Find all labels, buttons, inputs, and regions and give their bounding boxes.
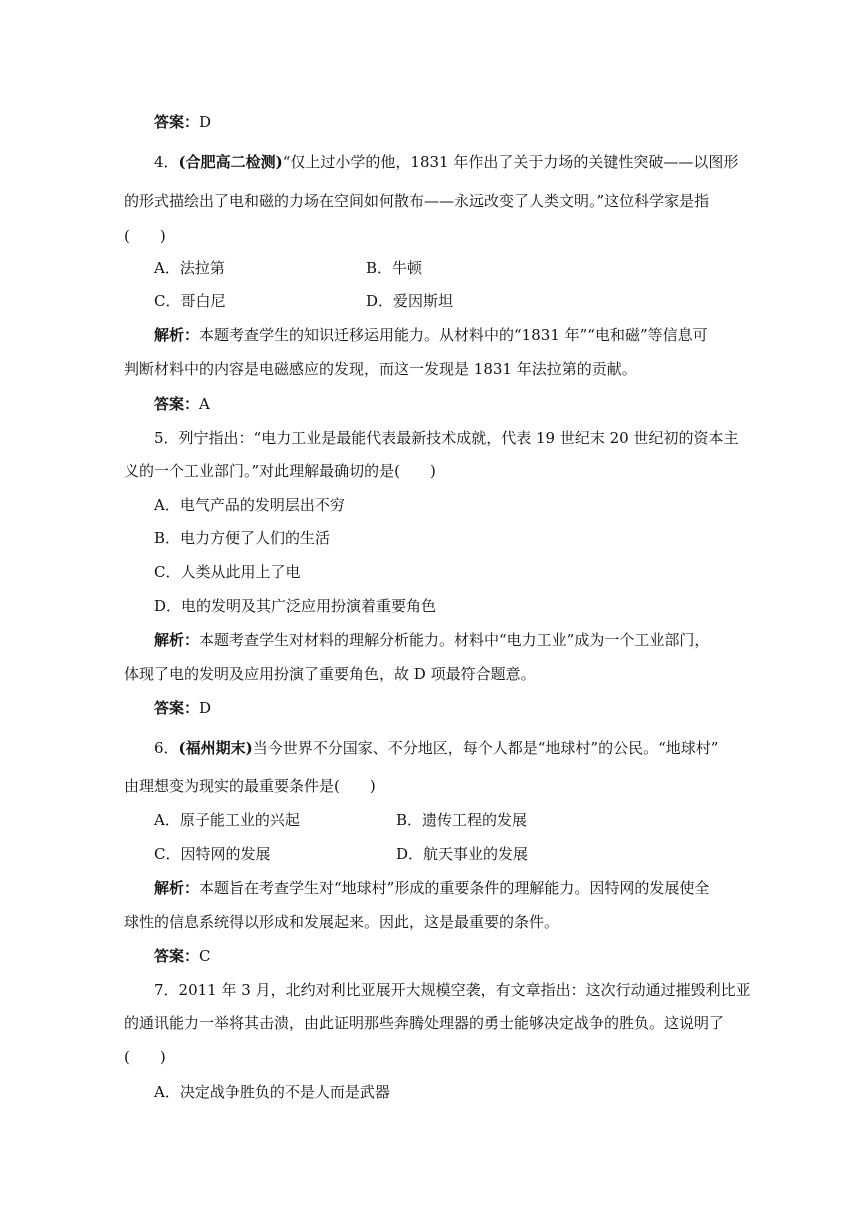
q6-answer: [154, 946, 211, 966]
question-text: “仅上过小学的他，1831 年作出了关于力场的关键性突破——以图形: [282, 153, 739, 171]
q6-option-d: D．航天事业的发展: [396, 845, 529, 863]
q5-stem-line1: 5．列宁指出：“电力工业是最能代表最新技术成就，代表 19 世纪末 20 世纪初的资本主: [154, 429, 739, 447]
q5-option-b: B．电力方便了人们的生活: [154, 529, 331, 547]
answer-label: 答案：: [154, 113, 200, 131]
q7-stem-line2: 的通讯能力一举将其击溃，由此证明那些奔腾处理器的勇士能够决定战争的胜负。这说明了: [124, 1014, 725, 1032]
answer-label: 答案：: [154, 699, 200, 717]
analysis-text: 本题考查学生的知识迁移运用能力。从材料中的“1831 年”“电和磁”等信息可: [199, 326, 708, 344]
analysis-label: 解析：: [154, 631, 200, 649]
q6-option-b: B．遗传工程的发展: [396, 811, 528, 829]
q4-answer-bracket: ( ): [124, 227, 166, 245]
answer-value: A: [199, 395, 210, 413]
q6-analysis-line2: 球性的信息系统得以形成和发展起来。因此，这是最重要的条件。: [124, 913, 560, 931]
q6-stem-line1: [154, 738, 718, 758]
analysis-label: 解析：: [154, 326, 200, 344]
q6-stem-line2: 由理想变为现实的最重要条件是( ): [124, 777, 376, 795]
answer-label: 答案：: [154, 947, 200, 965]
q4-option-d: D．爱因斯坦: [366, 292, 454, 310]
q5-option-a: A．电气产品的发明层出不穷: [154, 496, 345, 514]
q4-option-b: B．牛顿: [366, 259, 423, 277]
q5-analysis-line2: 体现了电的发明及应用扮演了重要角色，故 D 项最符合题意。: [124, 665, 536, 683]
q4-analysis-line2: 判断材料中的内容是电磁感应的发现，而这一发现是 1831 年法拉第的贡献。: [124, 360, 637, 378]
q6-option-c: C．因特网的发展: [154, 845, 271, 863]
q6-option-a: A．原子能工业的兴起: [154, 811, 300, 829]
answer-value: D: [199, 113, 212, 131]
answer-value: D: [199, 699, 212, 717]
q4-stem-line2: 的形式描绘出了电和磁的力场在空间如何散布——永远改变了人类文明。”这位科学家是指: [124, 192, 710, 210]
q4-option-a: A．法拉第: [154, 259, 225, 277]
q5-option-c: C．人类从此用上了电: [154, 563, 301, 581]
question-number: 6．: [154, 739, 179, 757]
q5-analysis-line1: [154, 630, 709, 650]
q7-answer-bracket: ( ): [124, 1048, 166, 1066]
question-source: (合肥高二检测): [178, 153, 283, 171]
q4-analysis-line1: [154, 325, 708, 345]
question-source: (福州期末): [178, 739, 253, 757]
q4-option-c: C．哥白尼: [154, 292, 226, 310]
analysis-text: 本题旨在考查学生对“地球村”形成的重要条件的理解能力。因特网的发展使全: [199, 879, 710, 897]
q5-option-d: D．电的发明及其广泛应用扮演着重要角色: [154, 597, 437, 615]
question-text: 当今世界不分国家、不分地区，每个人都是“地球村”的公民。“地球村”: [252, 739, 719, 757]
q5-stem-line2: 义的一个工业部门。”对此理解最确切的是( ): [124, 462, 436, 480]
analysis-label: 解析：: [154, 879, 200, 897]
answer-label: 答案：: [154, 395, 200, 413]
q4-answer: [154, 394, 210, 414]
q4-stem-line1: [154, 152, 738, 172]
q5-answer: [154, 698, 211, 718]
q3-answer: [154, 112, 211, 132]
q7-option-a: A．决定战争胜负的不是人而是武器: [154, 1083, 390, 1101]
answer-value: C: [199, 947, 211, 965]
q6-analysis-line1: [154, 878, 709, 898]
question-number: 4．: [154, 153, 179, 171]
analysis-text: 本题考查学生对材料的理解分析能力。材料中“电力工业”成为一个工业部门，: [199, 631, 710, 649]
q7-stem-line1: 7．2011 年 3 月，北约对利比亚展开大规模空袭，有文章指出：这次行动通过摧毁利比亚: [154, 981, 751, 999]
